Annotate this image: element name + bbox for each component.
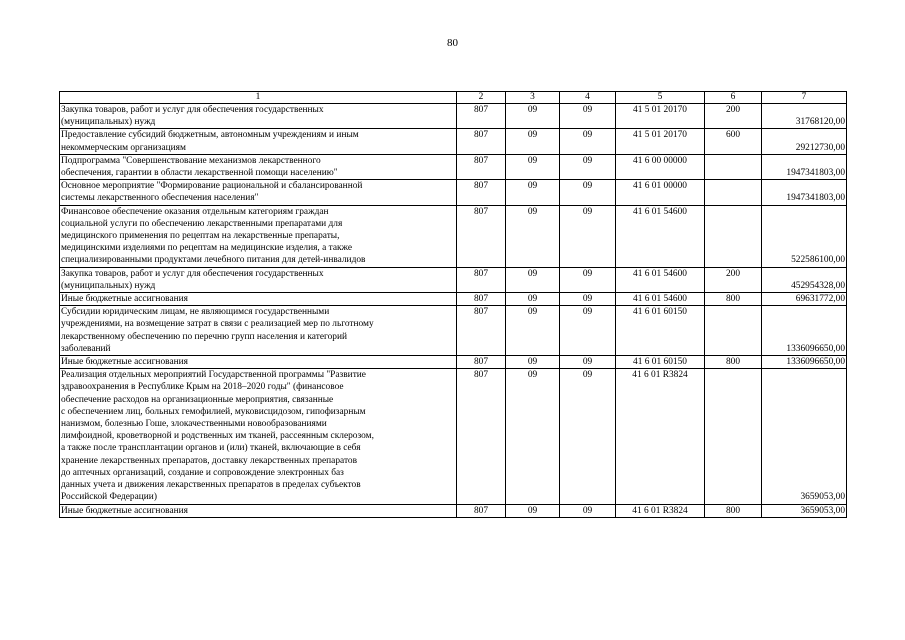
row-description: Иные бюджетные ассигнования — [60, 504, 457, 517]
row-department-code: 807 — [457, 267, 506, 292]
row-amount: 69631772,00 — [762, 293, 847, 306]
table-header-row — [60, 92, 847, 104]
row-amount: 29212730,00 — [762, 129, 847, 154]
row-subsection-code: 09 — [560, 293, 616, 306]
row-amount: 3659053,00 — [762, 504, 847, 517]
row-department-code: 807 — [457, 129, 506, 154]
row-department-code: 807 — [457, 306, 506, 356]
row-description: Финансовое обеспечение оказания отдельным категориям граждан социальной услуги по обеспечению лекарственными препаратами для медицинского применения по рецептам на лекарственные препараты, медицинскими изделиями по рецептам на медицинские изделия, а также специализированными продуктами лечебного питания для детей-инвалидов — [60, 205, 457, 267]
row-expense-type: 200 — [705, 104, 762, 129]
row-subsection-code: 09 — [560, 306, 616, 356]
row-amount: 31768120,00 — [762, 104, 847, 129]
row-section-code: 09 — [506, 104, 560, 129]
row-section-code: 09 — [506, 306, 560, 356]
table-row — [60, 267, 847, 292]
header-cell: 2 — [457, 92, 506, 104]
page-number: 80 — [447, 37, 458, 49]
header-cell: 6 — [705, 92, 762, 104]
row-amount: 1947341803,00 — [762, 180, 847, 205]
row-section-code: 09 — [506, 267, 560, 292]
table-row — [60, 356, 847, 369]
row-description: Закупка товаров, работ и услуг для обеспечения государственных (муниципальных) нужд — [60, 267, 457, 292]
row-amount: 1336096650,00 — [762, 306, 847, 356]
table-row — [60, 205, 847, 267]
row-description: Предоставление субсидий бюджетным, автономным учреждениям и иным некоммерческим организациям — [60, 129, 457, 154]
row-subsection-code: 09 — [560, 154, 616, 179]
row-expense-type: 800 — [705, 504, 762, 517]
row-amount: 3659053,00 — [762, 369, 847, 504]
row-section-code: 09 — [506, 180, 560, 205]
row-target-article: 41 6 01 R3824 — [616, 504, 705, 517]
row-target-article: 41 6 01 54600 — [616, 205, 705, 267]
row-description: Реализация отдельных мероприятий Государственной программы "Развитие здравоохранения в Республике Крым на 2018–2020 годы" (финансовое обеспечение расходов на организационные мероприятия, связанные с обеспечением лиц, больных гемофилией, муковисцидозом, гипофизарным нанизмом, болезнью Гоше, злокачественными новообразованиями лимфоидной, кроветворной и родственных им тканей, рассеянным склерозом, а также после трансплантации органов и (или) тканей, включающие в себя хранение лекарственных препаратов, доставку лекарственных препаратов до аптечных организаций, создание и сопровождение электронных баз данных учета и движения лекарственных препаратов в пределах субъектов Российской Федерации) — [60, 369, 457, 504]
header-cell: 4 — [560, 92, 616, 104]
row-target-article: 41 6 01 00000 — [616, 180, 705, 205]
row-department-code: 807 — [457, 356, 506, 369]
header-cell: 5 — [616, 92, 705, 104]
row-amount: 522586100,00 — [762, 205, 847, 267]
row-expense-type — [705, 205, 762, 267]
row-subsection-code: 09 — [560, 180, 616, 205]
row-section-code: 09 — [506, 205, 560, 267]
header-cell: 7 — [762, 92, 847, 104]
row-subsection-code: 09 — [560, 104, 616, 129]
row-section-code: 09 — [506, 129, 560, 154]
row-expense-type — [705, 154, 762, 179]
row-department-code: 807 — [457, 104, 506, 129]
row-section-code: 09 — [506, 356, 560, 369]
row-amount: 452954328,00 — [762, 267, 847, 292]
row-amount: 1947341803,00 — [762, 154, 847, 179]
row-expense-type: 800 — [705, 293, 762, 306]
row-target-article: 41 6 01 60150 — [616, 306, 705, 356]
row-department-code: 807 — [457, 180, 506, 205]
row-section-code: 09 — [506, 369, 560, 504]
row-description: Подпрограмма "Совершенствование механизмов лекарственного обеспечения, гарантии в области лекарственной помощи населению" — [60, 154, 457, 179]
row-section-code: 09 — [506, 504, 560, 517]
row-department-code: 807 — [457, 369, 506, 504]
row-expense-type: 600 — [705, 129, 762, 154]
row-target-article: 41 6 01 54600 — [616, 267, 705, 292]
row-description: Иные бюджетные ассигнования — [60, 356, 457, 369]
row-description: Закупка товаров, работ и услуг для обеспечения государственных (муниципальных) нужд — [60, 104, 457, 129]
table-row — [60, 504, 847, 517]
row-target-article: 41 6 01 54600 — [616, 293, 705, 306]
row-department-code: 807 — [457, 154, 506, 179]
table-row — [60, 154, 847, 179]
table-row — [60, 129, 847, 154]
table-row — [60, 293, 847, 306]
header-cell: 1 — [60, 92, 457, 104]
row-subsection-code: 09 — [560, 504, 616, 517]
row-target-article: 41 5 01 20170 — [616, 129, 705, 154]
row-section-code: 09 — [506, 293, 560, 306]
row-amount: 1336096650,00 — [762, 356, 847, 369]
row-expense-type — [705, 369, 762, 504]
row-department-code: 807 — [457, 504, 506, 517]
row-expense-type: 200 — [705, 267, 762, 292]
row-expense-type — [705, 180, 762, 205]
row-target-article: 41 6 01 60150 — [616, 356, 705, 369]
row-department-code: 807 — [457, 293, 506, 306]
table-row — [60, 104, 847, 129]
table-row — [60, 180, 847, 205]
row-subsection-code: 09 — [560, 205, 616, 267]
row-subsection-code: 09 — [560, 267, 616, 292]
row-department-code: 807 — [457, 205, 506, 267]
row-subsection-code: 09 — [560, 129, 616, 154]
budget-table — [59, 91, 847, 518]
row-target-article: 41 5 01 20170 — [616, 104, 705, 129]
table-row — [60, 369, 847, 504]
row-expense-type — [705, 306, 762, 356]
row-subsection-code: 09 — [560, 356, 616, 369]
row-subsection-code: 09 — [560, 369, 616, 504]
row-description: Иные бюджетные ассигнования — [60, 293, 457, 306]
row-description: Основное мероприятие "Формирование рациональной и сбалансированной системы лекарственного обеспечения населения" — [60, 180, 457, 205]
row-target-article: 41 6 01 R3824 — [616, 369, 705, 504]
header-cell: 3 — [506, 92, 560, 104]
row-expense-type: 800 — [705, 356, 762, 369]
table-row — [60, 306, 847, 356]
row-description: Субсидии юридическим лицам, не являющимся государственными учреждениями, на возмещение затрат в связи с реализацией мер по льготному лекарственному обеспечению по перечню групп населения и категорий заболеваний — [60, 306, 457, 356]
row-target-article: 41 6 00 00000 — [616, 154, 705, 179]
row-section-code: 09 — [506, 154, 560, 179]
